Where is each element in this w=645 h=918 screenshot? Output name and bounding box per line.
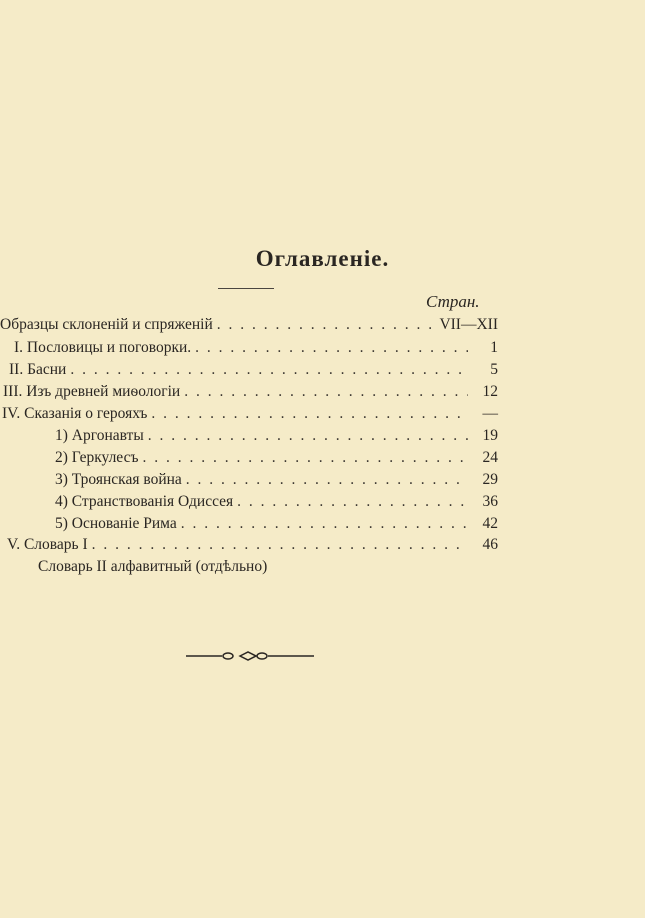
toc-entry-page: 36: [482, 493, 498, 510]
dot-leader: [151, 403, 468, 425]
toc-entry: [3, 381, 498, 403]
toc-entry-label: IV. Сказанія о герояхъ: [2, 405, 148, 422]
page-title: Оглавленіе.: [255, 246, 390, 271]
toc-entry: [2, 403, 498, 425]
dot-leader: [186, 469, 468, 491]
toc-entry-page: 46: [482, 536, 498, 553]
toc-entry-label: 4) Странствованія Одиссея: [55, 493, 234, 510]
page-column-label: Стран.: [426, 292, 480, 311]
toc-entry-page: —: [482, 405, 498, 422]
dot-leader: [70, 359, 468, 381]
toc-entry: [14, 337, 498, 359]
toc-entry-page: 42: [482, 515, 498, 532]
toc-entry-label: 1) Аргонавты: [55, 427, 144, 444]
toc-entry: [38, 556, 498, 578]
toc-entry-page: 1: [490, 339, 498, 356]
toc-entry-label: I. Пословицы и поговорки.: [14, 339, 192, 356]
title-rule: [218, 288, 274, 289]
toc-entry-label: V. Словарь I: [7, 536, 88, 553]
toc-entry-label: 5) Основаніе Рима: [55, 515, 177, 532]
toc-entry-page: 24: [482, 449, 498, 466]
dot-leader: [184, 381, 468, 403]
toc-entry-label: 2) Геркулесъ: [55, 449, 139, 466]
dot-leader: [92, 534, 468, 556]
ornament-divider: [186, 650, 316, 662]
toc-entry-page: 12: [482, 383, 498, 400]
toc-entry-page: 19: [482, 427, 498, 444]
toc-entry-page: 5: [490, 361, 498, 378]
dot-leader: [217, 314, 432, 336]
toc-entry-label: Словарь II алфавитный (отдѣльно): [38, 558, 268, 575]
dot-leader: [195, 337, 468, 359]
toc-entry-label: II. Басни: [9, 361, 67, 378]
toc-entry: [55, 425, 498, 447]
dot-leader: [237, 491, 468, 513]
toc-entry: [7, 534, 498, 556]
toc-entry: [0, 314, 498, 336]
toc-entry: [9, 359, 498, 381]
toc-entry: [55, 513, 498, 535]
dot-leader: [148, 425, 468, 447]
dot-leader: [142, 447, 468, 469]
toc-entry-label: 3) Троянская война: [55, 471, 182, 488]
dot-leader: [181, 513, 468, 535]
toc-entry-page: VII—XII: [439, 316, 498, 333]
toc-entry: [55, 447, 498, 469]
toc-entry-label: III. Изъ древней миѳологіи: [3, 383, 181, 400]
toc-entry: [55, 491, 498, 513]
toc-entry-label: Образцы склоненій и спряженій: [0, 316, 213, 333]
toc-entry-page: 29: [482, 471, 498, 488]
toc-entry: [55, 469, 498, 491]
